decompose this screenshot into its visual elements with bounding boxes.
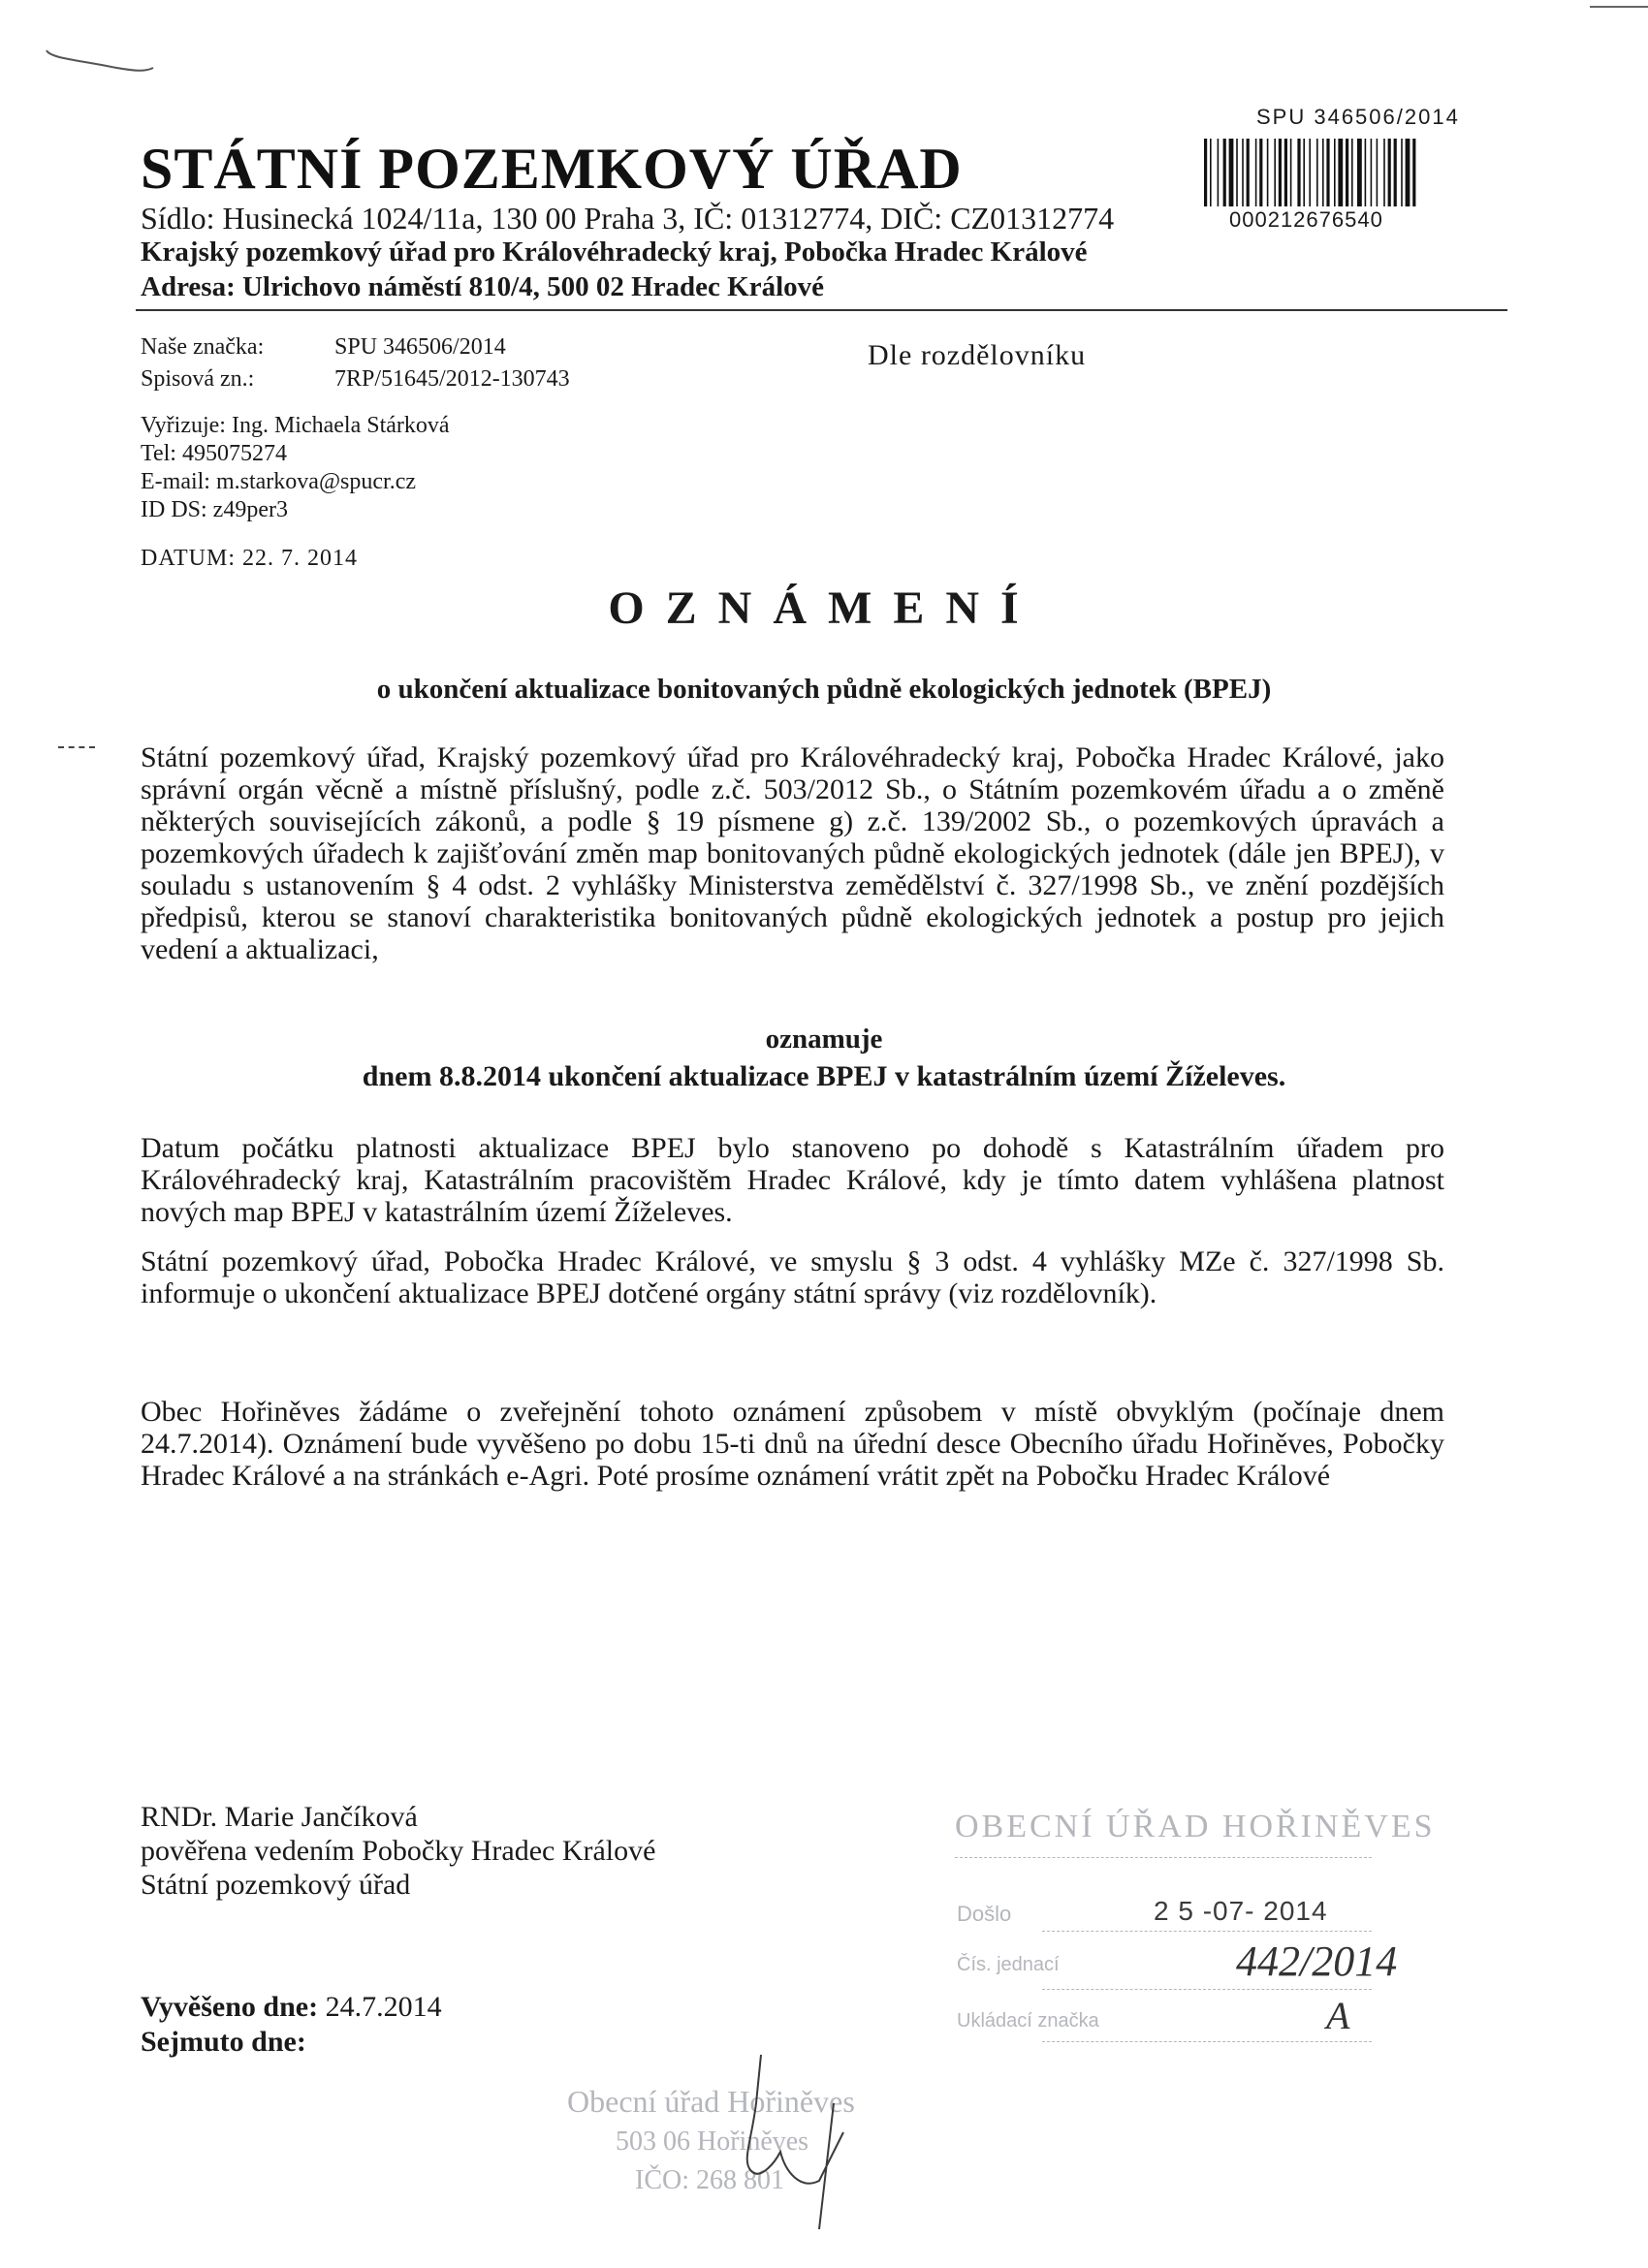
posted-label: Vyvěšeno dne: [141,1991,319,2023]
file-ref-label: Spisová zn.: [141,366,255,392]
body-paragraph-4: Obec Hořiněves žádáme o zveřejnění tohoto oznámení způsobem v místě obvyklým (počínaje dnem 24.7.2014). Oznámení bude vyvěšeno po dobu 15-ti dnů na úřední desce Obecního úřadu Hořiněves, Pobočky Hradec Králové a na stránkách e-Agri. Poté prosíme oznámení vrátit zpět na Pobočku Hradec Králové [141,1396,1444,1492]
pen-mark-decoration [39,39,165,78]
margin-dash-mark [58,746,95,748]
stamp-round-line1: Obecní úřad Hořiněves [567,2084,855,2119]
signatory-role: pověřena vedením Pobočky Hradec Králové [141,1835,656,1867]
announce-detail: dnem 8.8.2014 ukončení aktualizace BPEJ v katastrálním území Žíželeves. [362,1060,1286,1092]
registry-stamp [955,1809,1436,2041]
stamp-round-line2: 503 06 Hořiněves [616,2126,809,2157]
body-paragraph-2: Datum počátku platnosti aktualizace BPEJ bylo stanoveno po dohodě s Katastrálním úřadem pro Královéhradecký kraj, Katastrálním pracovištěm Hradec Králové, kdy je tímto datem vyhlášena platnost nových map BPEJ v katastrálním území Žíželeves. [141,1132,1444,1228]
our-ref-value: SPU 346506/2014 [334,334,506,360]
document-subtitle: o ukončení aktualizace bonitovaných půdně ekologických jednotek (BPEJ) [376,674,1272,705]
stamp-received-date: 2 5 -07- 2014 [1154,1896,1328,1926]
document-date: DATUM: 22. 7. 2014 [141,546,359,571]
file-ref-value: 7RP/51645/2012-130743 [334,366,570,392]
barcode-reference: SPU 346506/2014 [1256,105,1460,129]
body-paragraph-3: Státní pozemkový úřad, Pobočka Hradec Králové, ve smyslu § 3 odst. 4 vyhlášky MZe č. 327/1998 Sb. informuje o ukončení aktualizace BPEJ dotčené orgány státní správy (viz rozdělovník). [141,1245,1444,1309]
handled-by: Vyřizuje: Ing. Michaela Stárková [141,413,450,438]
stamp-round-line3: IČO: 268 801 [635,2165,784,2195]
contact-tel: Tel: 495075274 [141,441,287,466]
org-title: STÁTNÍ POZEMKOVÝ ÚŘAD [141,137,963,201]
barcode-number: 000212676540 [1229,207,1383,232]
stamp-rule [1042,2041,1372,2042]
body-paragraph-1: Státní pozemkový úřad, Krajský pozemkový úřad pro Královéhradecký kraj, Pobočka Hradec Králové, jako správní orgán věcně a místně příslušný, podle z.č. 503/2012 Sb., o Státním pozemkovém úřadu a o změně některých souvisejících zákonů, a podle § 19 písmene g) z.č. 139/2002 Sb., o pozemkových úpravách a pozemkových úřadech k zajišťování změn map bonitovaných půdně ekologických jednotek (dále jen BPEJ), v souladu s ustanovením § 4 odst. 2 vyhlášky Ministerstva zemědělství č. 327/1998 Sb., ve znění pozdějších předpisů, kterou se stanoví charakteristika bonitovaných půdně ekologických jednotek a postup pro jejich vedení a aktualizaci, [141,741,1444,965]
stamp-rule [1042,1989,1372,1990]
stamp-rule [1042,1931,1372,1932]
posted-line [141,1991,442,2024]
municipal-office-stamp [557,2084,926,2249]
handwritten-signature [703,2045,858,2239]
org-seat-line: Sídlo: Husinecká 1024/11a, 130 00 Praha 3, IČ: 01312774, DIČ: CZ01312774 [141,201,1115,236]
posted-value: 24.7.2014 [325,1991,442,2023]
scan-edge-mark [1590,6,1648,8]
signatory-org: Státní pozemkový úřad [141,1869,411,1901]
our-ref-label: Naše značka: [141,334,265,360]
barcode-icon [1202,139,1498,206]
recipient-line: Dle rozdělovníku [868,339,1087,371]
stamp-received-label: Došlo [957,1902,1012,1926]
document-title: OZNÁMENÍ [608,583,1040,634]
announce-verb: oznamuje [765,1024,883,1055]
stamp-number-label: Čís. jednací [957,1954,1060,1975]
stamp-storage-label: Ukládací značka [957,2010,1099,2032]
contact-email: E-mail: m.starkova@spucr.cz [141,469,417,494]
signatory-name: RNDr. Marie Jančíková [141,1801,418,1833]
stamp-storage-value: A [1326,1994,1350,2037]
stamp-rule [955,1857,1372,1858]
data-box-id: ID DS: z49per3 [141,497,288,522]
stamp-number-value: 442/2014 [1236,1937,1398,1985]
registry-stamp-title: OBECNÍ ÚŘAD HOŘINĚVES [955,1809,1436,1844]
org-address-line: Adresa: Ulrichovo náměstí 810/4, 500 02 Hradec Králové [141,271,825,302]
header-divider [136,309,1507,311]
removed-label: Sejmuto dne: [141,2026,306,2058]
org-branch-line: Krajský pozemkový úřad pro Královéhradecký kraj, Pobočka Hradec Králové [141,236,1088,268]
